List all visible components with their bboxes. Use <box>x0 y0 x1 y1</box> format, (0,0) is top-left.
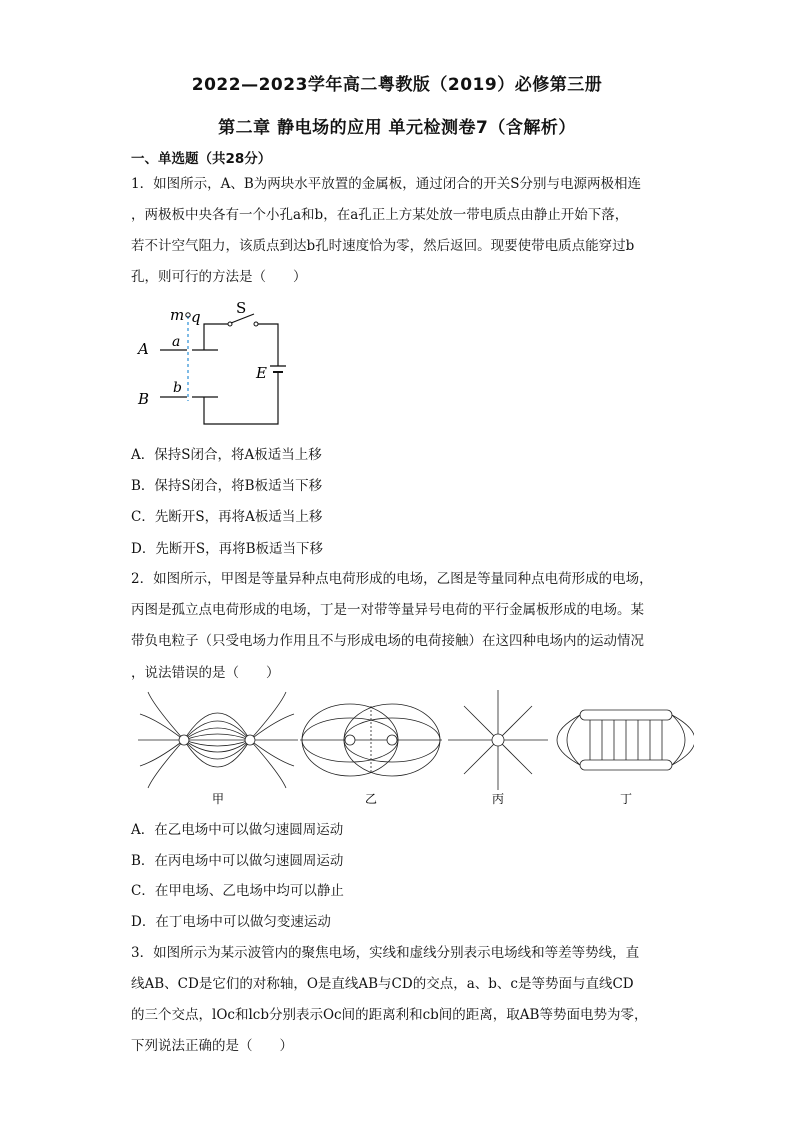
q2-option-a[interactable]: A．在乙电场中可以做匀速圆周运动 <box>131 822 344 838</box>
q3-line-2: 线AB、CD是它们的对称轴，O是直线AB与CD的交点，a、b、c是等势面与直线CD <box>131 976 634 992</box>
q2-caption-bing: 丙 <box>492 792 505 806</box>
page-title-line1: 2022—2023学年高二粤教版（2019）必修第三册 <box>191 75 603 95</box>
q2-line-3: 带负电粒子（只受电场力作用且不与形成电场的电荷接触）在这四种电场内的运动情况 <box>131 633 644 649</box>
section-heading-single-choice: 一、单选题（共28分） <box>131 151 272 167</box>
q1-line-1: 1．如图所示，A、B为两块水平放置的金属板，通过闭合的开关S分别与电源两极相连 <box>131 176 642 192</box>
q2-option-d[interactable]: D．在丁电场中可以做匀变速运动 <box>131 914 331 930</box>
q1-line-3: 若不计空气阻力，该质点到达b孔时速度恰为零，然后返回。现要使带电质点能穿过b <box>131 238 635 254</box>
q2-figure-jia <box>138 692 298 788</box>
page-title-line2: 第二章 静电场的应用 单元检测卷7（含解析） <box>218 118 576 138</box>
q2-option-c[interactable]: C．在甲电场、乙电场中均可以静止 <box>131 883 344 899</box>
q1-option-d[interactable]: D．先断开S，再将B板适当下移 <box>131 541 323 557</box>
q2-caption-yi: 乙 <box>365 792 378 806</box>
q1-circuit-figure <box>130 296 310 426</box>
q2-option-b[interactable]: B．在丙电场中可以做匀速圆周运动 <box>131 853 344 869</box>
q2-line-2: 丙图是孤立点电荷形成的电场，丁是一对带等量异号电荷的平行金属板形成的电场。某 <box>131 602 644 618</box>
q2-figure-yi <box>300 704 442 776</box>
q1-label-S: S <box>236 299 247 317</box>
q2-line-4: ，说法错误的是（ ） <box>131 665 280 681</box>
q2-caption-ding: 丁 <box>620 792 633 806</box>
q3-line-3: 的三个交点，lOc和lcb分别表示Oc间的距离利和cb间的距离，取AB等势面电势为零， <box>131 1007 648 1023</box>
q1-option-c[interactable]: C．先断开S，再将A板适当上移 <box>131 509 323 525</box>
q1-option-b[interactable]: B．保持S闭合，将B板适当下移 <box>131 478 323 494</box>
q3-line-4: 下列说法正确的是（ ） <box>131 1038 293 1054</box>
q1-option-a[interactable]: A．保持S闭合，将A板适当上移 <box>131 447 322 463</box>
q1-label-b: b <box>173 380 182 396</box>
q1-label-B: B <box>138 390 150 408</box>
q1-line-4: 孔，则可行的方法是（ ） <box>131 269 307 285</box>
q1-label-m: m <box>170 306 185 324</box>
q1-label-q: q <box>191 308 201 326</box>
q3-line-1: 3．如图所示为某示波管内的聚焦电场，实线和虚线分别表示电场线和等差等势线，直 <box>131 945 640 961</box>
q2-figure-ding <box>557 710 694 770</box>
q2-caption-jia: 甲 <box>212 792 225 806</box>
q2-field-figures <box>134 686 694 810</box>
q1-label-A: A <box>138 340 149 358</box>
q1-label-E: E <box>256 364 267 382</box>
q2-line-1: 2．如图所示，甲图是等量异种点电荷形成的电场，乙图是等量同种点电荷形成的电场， <box>131 571 653 587</box>
q1-label-a: a <box>172 334 181 350</box>
q2-figure-bing <box>448 690 548 790</box>
q1-line-2: ，两极板中央各有一个小孔a和b，在a孔正上方某处放一带电质点由静止开始下落， <box>131 207 629 223</box>
